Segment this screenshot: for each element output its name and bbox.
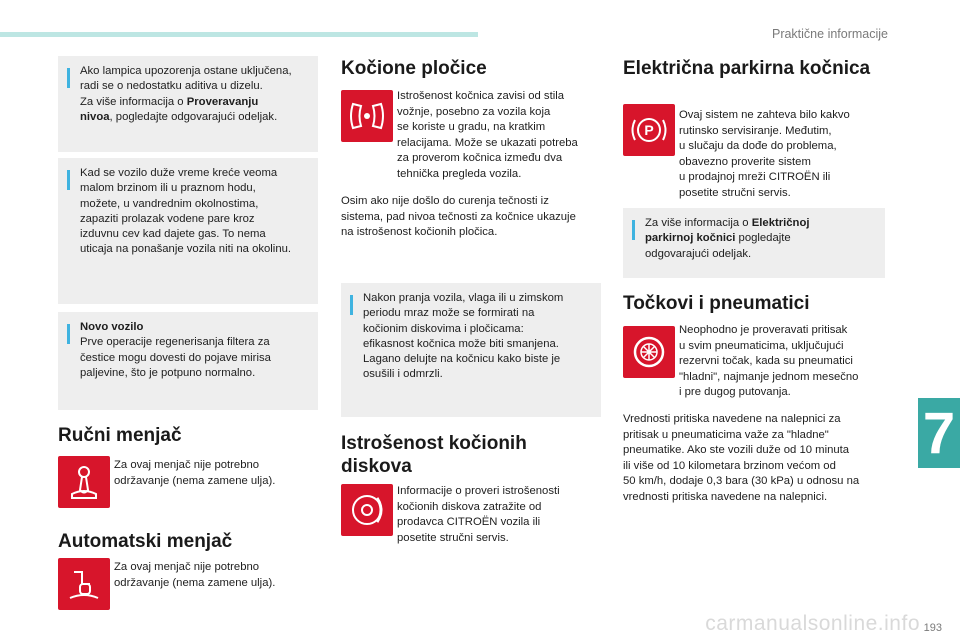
brake-pads-text: Istrošenost kočnica zavisi od stila vožnje, posebno za vozila koja se koriste u gradu, na kratkim relacijama. Može se ukazati potreba za proverom kočnica između dva tehnička pregleda vozila. <box>397 90 578 180</box>
brake-fluid-text: Osim ako nije došlo do curenja tečnosti iz sistema, pad nivoa tečnosti za kočnice ukazuje na istrošenost kočionih pločica. <box>341 195 576 238</box>
heading-automatic-gearbox: Automatski menjač <box>58 531 233 552</box>
brake-disc-icon-box <box>341 484 393 536</box>
tyre-icon <box>629 332 669 372</box>
page-number: 193 <box>923 622 942 634</box>
parking-brake-icon <box>629 110 669 150</box>
tyres-text: Neophodno je proveravati pritisak u svim pneumaticima, uključujući rezervni točak, kada su pneumatici "hladni", najmanje jednom mesečno i pre dugog putovanja. <box>679 324 859 398</box>
automatic-gearbox-text: Za ovaj menjač nije potrebno održavanje (nema zamene ulja). <box>114 561 276 589</box>
info-text: Ako lampica upozorenja ostane uključena, radi se o nedostatku aditiva u dizelu. Za više informacija o Proveravanju nivoa, pogledajte odgovarajući odeljak. <box>80 65 292 123</box>
brake-discs-text: Informacije o proveri istrošenosti kočionih diskova zatražite od prodavca CITROËN vozila ili posetite stručni servis. <box>397 485 560 544</box>
info-box-parking-brake <box>623 208 885 278</box>
brake-pads-icon <box>347 96 387 136</box>
parking-brake-icon-box <box>623 104 675 156</box>
info-box-wash-frost <box>341 283 601 417</box>
watermark: carmanualsonline.info <box>705 612 920 635</box>
automatic-lever-icon <box>64 564 104 604</box>
info-text: Za više informacija o Električnoj parkirnoj kočnici pogledajte odgovarajući odeljak. <box>645 217 810 260</box>
info-box-steam <box>58 158 318 304</box>
info-text: Kad se vozilo duže vreme kreće veoma malom brzinom ili u praznom hodu, možete, u vandrednim okolnostima, zapaziti prolazak vodene pare kroz izduvnu cev kad dajete gas. To nema uticaja na ponašanje vozila niti na okolinu. <box>80 167 292 256</box>
gear-lever-icon <box>64 462 104 502</box>
info-marker <box>67 324 70 344</box>
info-marker <box>67 170 70 190</box>
tyre-icon-box <box>623 326 675 378</box>
svg-text:P: P <box>644 122 654 138</box>
header-accent-bar <box>0 32 478 37</box>
brake-pads-icon-box <box>341 90 393 142</box>
page-header-title: Praktične informacije <box>771 27 888 41</box>
heading-brake-pads: Kočione pločice <box>341 58 487 79</box>
heading-electric-parking-brake: Električna parkirna kočnica <box>623 58 871 79</box>
info-marker <box>350 295 353 315</box>
chapter-tab: 7 <box>918 398 960 468</box>
info-box-new-vehicle <box>58 312 318 410</box>
brake-disc-icon <box>347 490 387 530</box>
info-text: Nakon pranja vozila, vlaga ili u zimskom periodu mraz može se formirati na kočionim diskovima i pločicama: efikasnost kočnica može biti smanjena. Lagano delujte na kočnicu kako biste je osušili i odmrzli. <box>363 292 564 381</box>
gearbox-icon <box>58 456 110 508</box>
tyre-pressure-text: Vrednosti pritiska navedene na nalepnici za pritisak u pneumaticima važe za "hladne" pneumatike. Ako ste vozili duže od 10 minuta ili više od 10 kilometara brzinom većom od 50 km/h, dodaje 0,3 bara (30 kPa) u odnosu na vrednosti pritiska navedene na nalepnici. <box>623 413 860 503</box>
info-box-additive <box>58 56 318 152</box>
info-text: Novo vozilo Prve operacije regenerisanja filtera za čestice mogu dovesti do pojave mirisa paljevine, što je potpuno normalno. <box>80 321 271 379</box>
heading-manual-gearbox: Ručni menjač <box>58 425 182 446</box>
heading-wheels-tyres: Točkovi i pneumatici <box>623 293 810 314</box>
info-marker <box>67 68 70 88</box>
info-marker <box>632 220 635 240</box>
automatic-gearbox-icon <box>58 558 110 610</box>
heading-brake-discs: Istrošenost kočionih diskova <box>341 433 527 477</box>
parking-brake-text: Ovaj sistem ne zahteva bilo kakvo rutinsko servisiranje. Međutim, u slučaju da dođe do problema, obavezno proverite sistem u prodajnoj mreži CITROËN ili posetite stručni servis. <box>679 109 850 199</box>
manual-gearbox-text: Za ovaj menjač nije potrebno održavanje (nema zamene ulja). <box>114 459 276 487</box>
